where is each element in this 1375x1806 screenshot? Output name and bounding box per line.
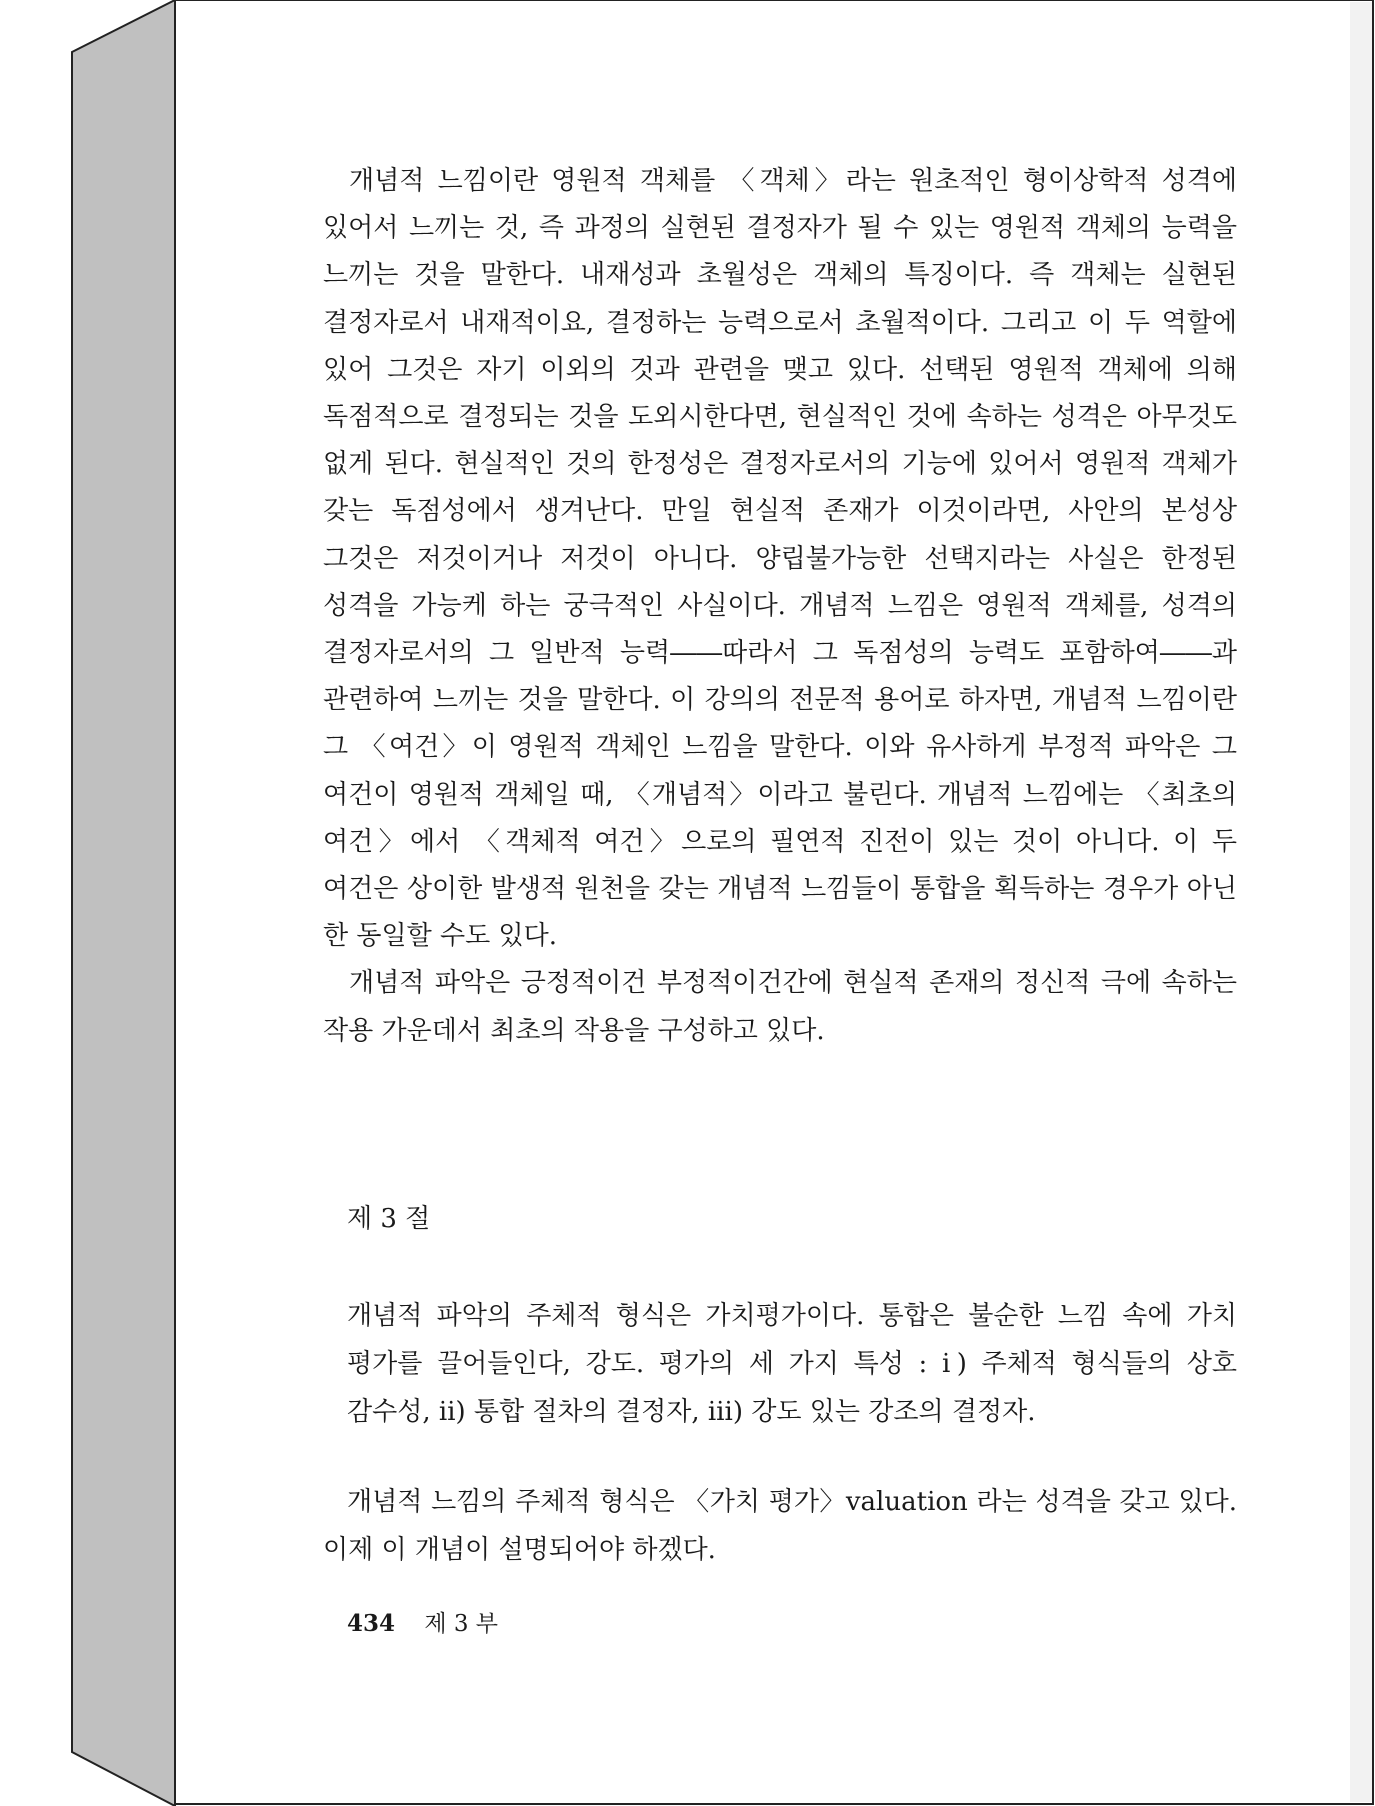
section-summary: 개념적 파악의 주체적 형식은 가치평가이다. 통합은 불순한 느낌 속에 가치 평가를 끌어들인다, 강도. 평가의 세 가지 특성 : ⅰ) 주체적 형식들의 상호 감수성, ⅱ) 통합 절차의 결정자, ⅲ) 강도 있는 강조의 결정자. xyxy=(347,1301,1237,1427)
page xyxy=(175,0,1375,1806)
page-number: 434 xyxy=(347,1610,396,1637)
closing-paragraph: 개념적 느낌의 주체적 형식은 〈가치 평가〉valuation 라는 성격을 갖고 있다. 이제 이 개념이 설명되어야 하겠다. xyxy=(323,1487,1237,1565)
paragraph: 개념적 느낌이란 영원적 객체를 〈객체〉라는 원초적인 형이상학적 성격에 있어서 느끼는 것, 즉 과정의 실현된 결정자가 될 수 있는 영원적 객체의 능력을 느끼는 것을 말한다. 내재성과 초월성은 객체의 특징이다. 즉 객체는 실현된 결정자로서 내재적이요, 결정하는 능력으로서 초월적이다. 그리고 이 두 역할에 있어 그것은 자기 이외의 것과 관련을 맺고 있다. 선택된 영원적 객체에 의해 독점적으로 결정되는 것을 도외시한다면, 현실적인 것에 속하는 성격은 아무것도 없게 된다. 현실적인 것의 한정성은 결정자로서의 기능에 있어서 영원적 객체가 갖는 독점성에서 생겨난다. 만일 현실적 존재가 이것이라면, 사안의 본성상 그것은 저것이거나 저것이 아니다. 양립불가능한 선택지라는 사실은 한정된 성격을 가능케 하는 궁극적인 사실이다. 개념적 느낌은 영원적 객체를, 성격의 결정자로서의 그 일반적 능력――따라서 그 독점성의 능력도 포함하여――과 관련하여 느끼는 것을 말한다. 이 강의의 전문적 용어로 하자면, 개념적 느낌이란 그 〈여건〉이 영원적 객체인 느낌을 말한다. 이와 유사하게 부정적 파악은 그 여건이 영원적 객체일 때, 〈개념적〉이라고 불린다. 개념적 느낌에는 〈최초의 여건〉에서 〈객체적 여건〉으로의 필연적 진전이 있는 것이 아니다. 이 두 여건은 상이한 발생적 원천을 갖는 개념적 느낌들이 통합을 획득하는 경우가 아닌 한 동일할 수도 있다. xyxy=(323,166,1237,952)
body-text xyxy=(323,158,1237,1055)
page-footer xyxy=(347,1605,498,1638)
part-label: 제 3 부 xyxy=(424,1611,499,1637)
section-heading: 제 3 절 xyxy=(347,1204,431,1234)
book-spine xyxy=(72,0,175,1806)
paragraph: 개념적 파악은 긍정적이건 부정적이건간에 현실적 존재의 정신적 극에 속하는 작용 가운데서 최초의 작용을 구성하고 있다. xyxy=(323,968,1237,1046)
